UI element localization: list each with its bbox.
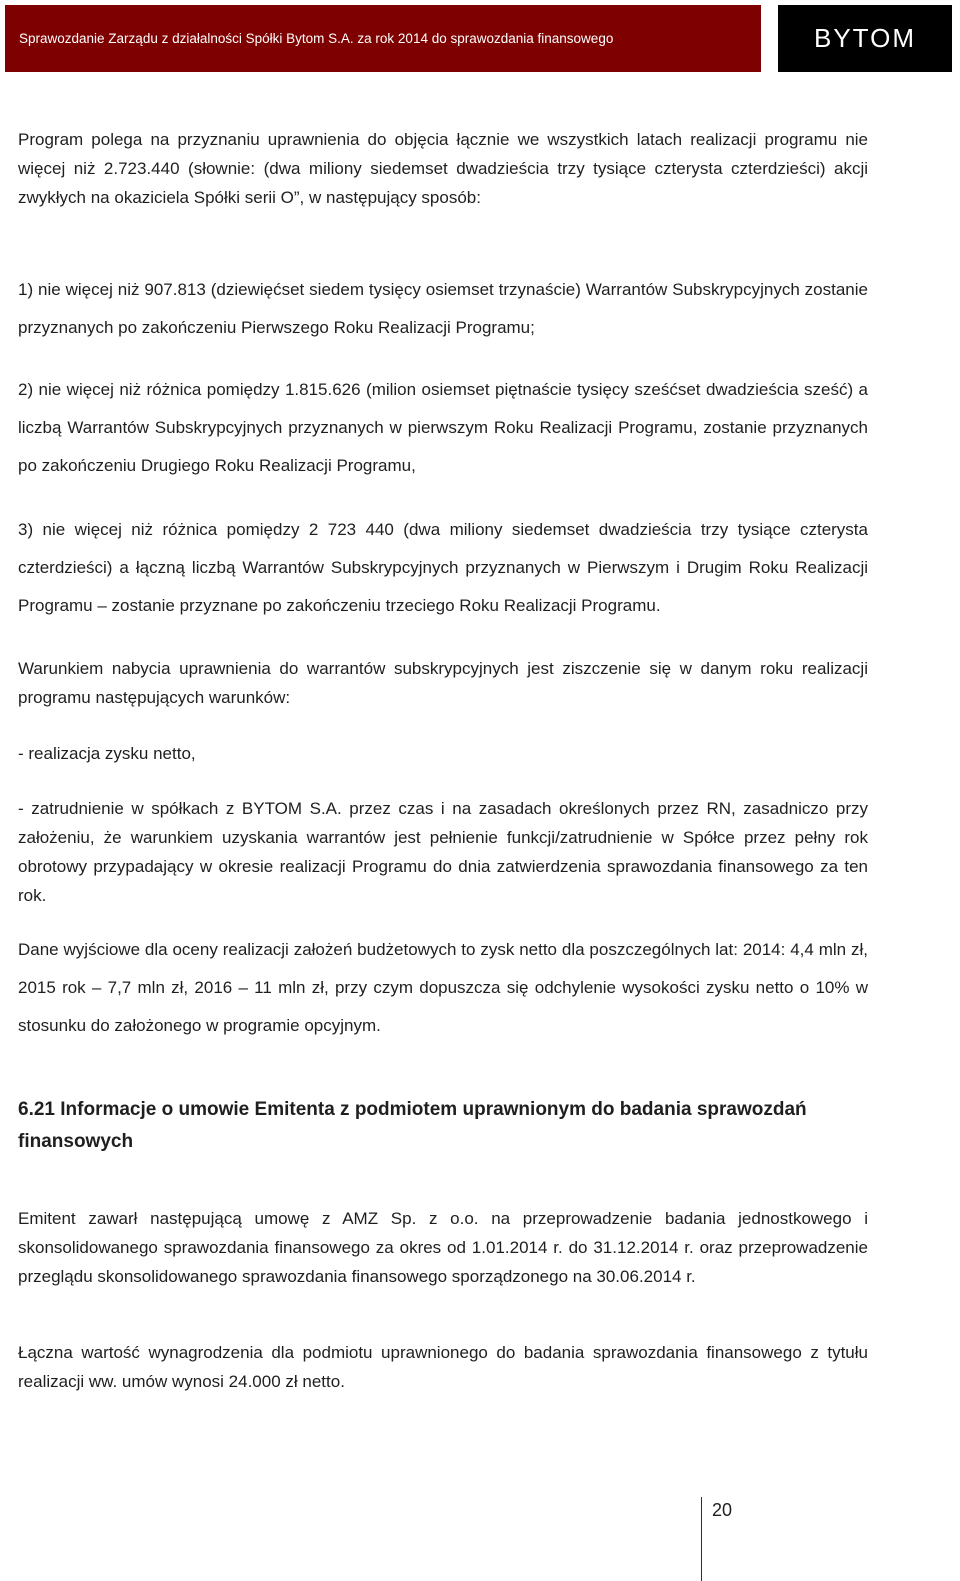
list-item-1: 1) nie więcej niż 907.813 (dziewięćset siedem tysięcy osiemset trzynaście) Warrantów Subskrypcyjnych zostanie przyznanych po zakończeniu Pierwszego Roku Realizacji Programu; <box>18 280 868 337</box>
section-heading: 6.21 Informacje o umowie Emitenta z podmiotem uprawnionym do badania sprawozdań finansowych <box>18 1099 807 1152</box>
list-item-2-block <box>18 371 868 485</box>
bytom-logo <box>778 5 952 72</box>
condition-1-block <box>18 739 868 768</box>
condition-2: - zatrudnienie w spółkach z BYTOM S.A. przez czas i na zasadach określonych przez RN, zasadniczo przy założeniu, że warunkiem uzyskania warrantów jest pełnienie funkcji/zatrudnienie w Spółce przez pełny rok obrotowy przypadający w okresie realizacji Programu do dnia zatwierdzenia sprawozdania finansowego za ten rok. <box>18 799 868 905</box>
budget-paragraph: Dane wyjściowe dla oceny realizacji założeń budżetowych to zysk netto dla poszczególnych lat: 2014: 4,4 mln zł, 2015 rok – 7,7 mln zł, 2016 – 11 mln zł, przy czym dopuszcza się odchylenie wysokości zysku netto o 10% w stosunku do założonego w programie opcyjnym. <box>18 940 868 1035</box>
condition-2-block <box>18 794 868 910</box>
conditions-block <box>18 654 868 712</box>
section-paragraph-1-block <box>18 1204 868 1291</box>
list-item-1-block <box>18 271 868 347</box>
section-paragraph-2: Łączna wartość wynagrodzenia dla podmiotu uprawnionego do badania sprawozdania finansowego z tytułu realizacji ww. umów wynosi 24.000 zł netto. <box>18 1343 868 1391</box>
condition-1: - realizacja zysku netto, <box>18 744 196 763</box>
page-number: 20 <box>712 1500 733 1520</box>
section-paragraph-1: Emitent zawarł następującą umowę z AMZ Sp. z o.o. na przeprowadzenie badania jednostkowego i skonsolidowanego sprawozdania finansowego za okres od 1.01.2014 r. do 31.12.2014 r. oraz przeprowadzenie przeglądu skonsolidowanego sprawozdania finansowego sporządzonego na 30.06.2014 r. <box>18 1209 868 1286</box>
header-title: Sprawozdanie Zarządu z działalności Spółki Bytom S.A. za rok 2014 do sprawozdania finansowego <box>19 31 614 46</box>
conditions-paragraph: Warunkiem nabycia uprawnienia do warrantów subskrypcyjnych jest ziszczenie się w danym roku realizacji programu następujących warunków: <box>18 659 868 707</box>
list-item-3-block <box>18 511 868 625</box>
section-paragraph-2-block <box>18 1338 868 1396</box>
budget-block <box>18 931 868 1045</box>
section-heading-block <box>18 1094 868 1158</box>
intro-paragraph-block <box>18 125 868 212</box>
list-item-2: 2) nie więcej niż różnica pomiędzy 1.815.626 (milion osiemset piętnaście tysięcy sześćset dwadzieścia sześć) a liczbą Warrantów Subskrypcyjnych przyznanych w pierwszym Roku Realizacji Programu, zostanie przyznanych po zakończeniu Drugiego Roku Realizacji Programu, <box>18 380 868 475</box>
intro-paragraph: Program polega na przyznaniu uprawnienia do objęcia łącznie we wszystkich latach realizacji programu nie więcej niż 2.723.440 (słownie: (dwa miliony siedemset dwadzieścia trzy tysiące czterysta czterdzieści) akcji zwykłych na okaziciela Spółki serii O”, w następujący sposób: <box>18 130 868 207</box>
page-number-divider <box>701 1497 702 1581</box>
list-item-3: 3) nie więcej niż różnica pomiędzy 2 723 440 (dwa miliony siedemset dwadzieścia trzy tysiące czterysta czterdzieści) a łączną liczbą Warrantów Subskrypcyjnych przyznanych w Pierwszym i Drugim Roku Realizacji Programu – zostanie przyznane po zakończeniu trzeciego Roku Realizacji Programu. <box>18 520 868 615</box>
document-header-bar <box>5 5 761 72</box>
logo-text: BYTOM <box>814 23 916 53</box>
